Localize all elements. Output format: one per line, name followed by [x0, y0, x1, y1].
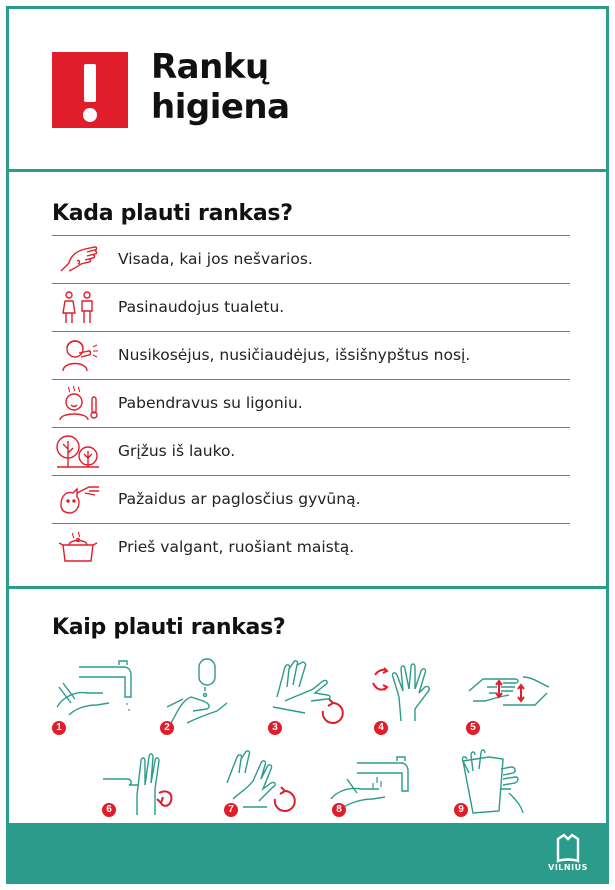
list-item-text: Pasinaudojus tualetu. — [118, 298, 285, 316]
step-6 — [97, 749, 187, 829]
how-heading: Kaip plauti rankas? — [52, 615, 286, 640]
step-number: 1 — [52, 721, 66, 735]
list-item — [52, 235, 570, 283]
list-item — [52, 283, 570, 331]
step-2 — [157, 657, 247, 737]
when-list — [52, 235, 570, 571]
list-item — [52, 475, 570, 523]
logo-text: VILNIUS — [548, 863, 588, 872]
trees-icon — [55, 433, 101, 469]
hand-icon — [55, 241, 101, 277]
list-item — [52, 523, 570, 571]
step-number: 5 — [466, 721, 480, 735]
section-divider — [9, 586, 606, 589]
step-8 — [327, 749, 417, 829]
header — [9, 9, 606, 169]
list-item-text: Grįžus iš lauko. — [118, 442, 236, 460]
exclamation-icon — [52, 52, 128, 128]
sick-person-icon — [55, 385, 101, 421]
sneezing-person-icon — [55, 337, 101, 373]
step-number: 2 — [160, 721, 174, 735]
step-number: 7 — [224, 803, 238, 817]
list-item-text: Visada, kai jos nešvarios. — [118, 250, 313, 268]
step-number: 6 — [102, 803, 116, 817]
step-4 — [371, 657, 461, 737]
list-item — [52, 427, 570, 475]
step-3 — [265, 657, 355, 737]
footer-bar — [9, 823, 606, 881]
rub-palms-icon — [265, 657, 355, 727]
list-item — [52, 331, 570, 379]
title-line-1: Rankų — [151, 47, 269, 87]
wet-hands-icon — [49, 657, 139, 727]
step-9 — [449, 749, 539, 829]
petting-animal-icon — [55, 481, 101, 517]
list-item-text: Prieš valgant, ruošiant maistą. — [118, 538, 355, 556]
step-5 — [463, 657, 553, 737]
interlace-fingers-icon — [463, 657, 553, 727]
section-divider — [9, 169, 606, 172]
step-number: 9 — [454, 803, 468, 817]
step-1 — [49, 657, 139, 737]
cooking-pot-icon — [55, 529, 101, 565]
poster — [6, 6, 609, 884]
toilet-people-icon — [55, 289, 101, 325]
step-7 — [219, 749, 309, 829]
list-item-text: Pabendravus su ligoniu. — [118, 394, 303, 412]
step-number: 3 — [268, 721, 282, 735]
list-item-text: Nusikosėjus, nusičiaudėjus, išsišnypštus nosį. — [118, 346, 471, 364]
soap-dispenser-icon — [157, 657, 247, 727]
list-item — [52, 379, 570, 427]
list-item-text: Pažaidus ar paglosčius gyvūną. — [118, 490, 361, 508]
when-heading: Kada plauti rankas? — [52, 201, 293, 226]
page-title — [151, 47, 290, 127]
rub-back-of-hands-icon — [371, 657, 461, 727]
title-line-2: higiena — [151, 87, 290, 127]
step-number: 4 — [374, 721, 388, 735]
step-number: 8 — [332, 803, 346, 817]
